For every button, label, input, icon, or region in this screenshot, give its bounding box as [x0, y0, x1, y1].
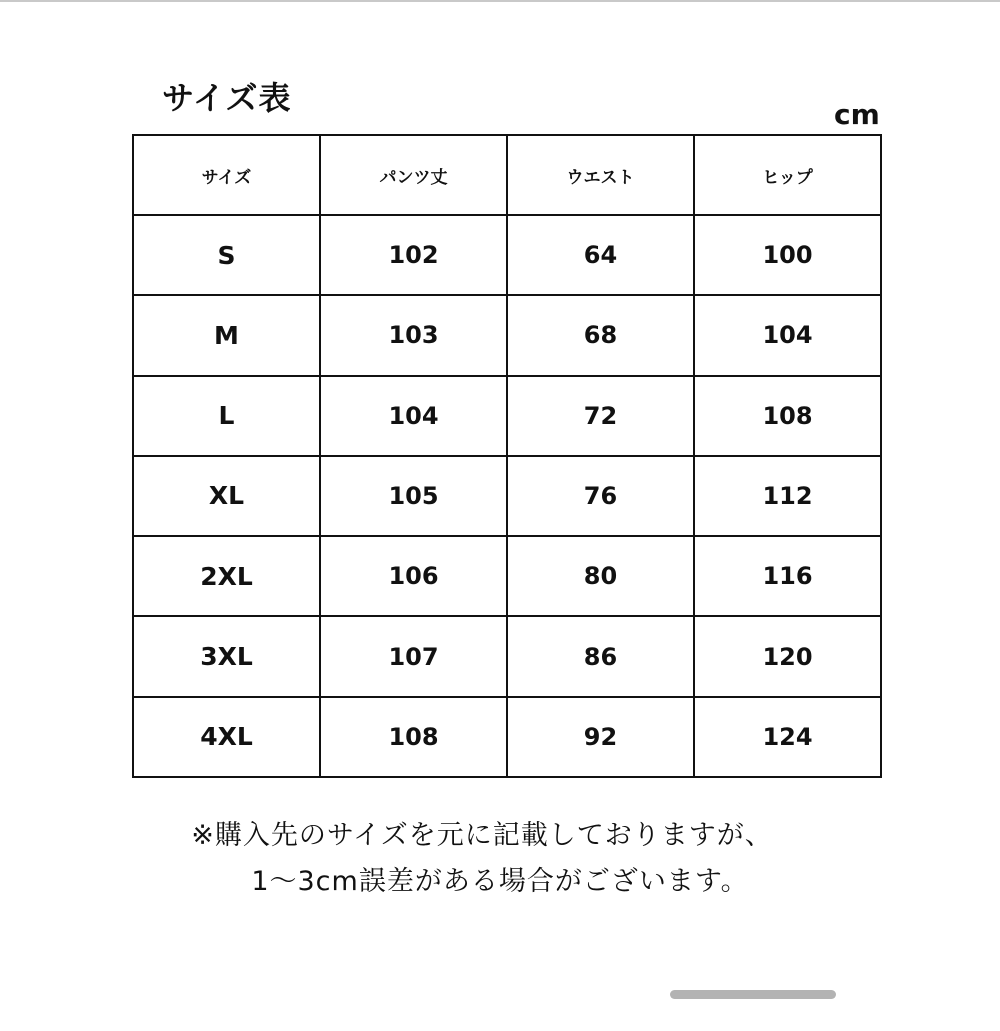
size-cell: M	[133, 295, 320, 375]
size-cell: XL	[133, 456, 320, 536]
size-cell: S	[133, 215, 320, 295]
table-row	[133, 536, 881, 616]
size-cell: 3XL	[133, 616, 320, 696]
column-header-hip: ヒップ	[694, 135, 881, 215]
waist-cell: 86	[507, 616, 694, 696]
hip-cell: 100	[694, 215, 881, 295]
waist-cell: 92	[507, 697, 694, 777]
column-header-pants-length: パンツ丈	[320, 135, 507, 215]
top-divider	[0, 0, 1000, 2]
size-cell: L	[133, 376, 320, 456]
size-table	[132, 134, 882, 778]
unit-label: cm	[834, 98, 880, 131]
column-header-size: サイズ	[133, 135, 320, 215]
hip-cell: 120	[694, 616, 881, 696]
size-cell: 4XL	[133, 697, 320, 777]
hip-cell: 112	[694, 456, 881, 536]
table-row	[133, 456, 881, 536]
pants-length-cell: 103	[320, 295, 507, 375]
note-line-2: 1～3cm誤差がある場合がございます。	[251, 866, 749, 897]
pants-length-cell: 106	[320, 536, 507, 616]
waist-cell: 64	[507, 215, 694, 295]
table-row	[133, 616, 881, 696]
size-cell: 2XL	[133, 536, 320, 616]
hip-cell: 124	[694, 697, 881, 777]
hip-cell: 104	[694, 295, 881, 375]
pants-length-cell: 102	[320, 215, 507, 295]
table-row	[133, 376, 881, 456]
column-header-waist: ウエスト	[507, 135, 694, 215]
note-line-1: ※購入先のサイズを元に記載しておりますが、	[191, 820, 773, 851]
waist-cell: 72	[507, 376, 694, 456]
pants-length-cell: 105	[320, 456, 507, 536]
hip-cell: 116	[694, 536, 881, 616]
table-row	[133, 215, 881, 295]
pants-length-cell: 107	[320, 616, 507, 696]
waist-cell: 68	[507, 295, 694, 375]
waist-cell: 80	[507, 536, 694, 616]
home-indicator[interactable]	[670, 990, 836, 999]
waist-cell: 76	[507, 456, 694, 536]
pants-length-cell: 104	[320, 376, 507, 456]
table-row	[133, 295, 881, 375]
table-row	[133, 697, 881, 777]
pants-length-cell: 108	[320, 697, 507, 777]
page-title: サイズ表	[162, 79, 292, 117]
table-header-row	[133, 135, 881, 215]
hip-cell: 108	[694, 376, 881, 456]
